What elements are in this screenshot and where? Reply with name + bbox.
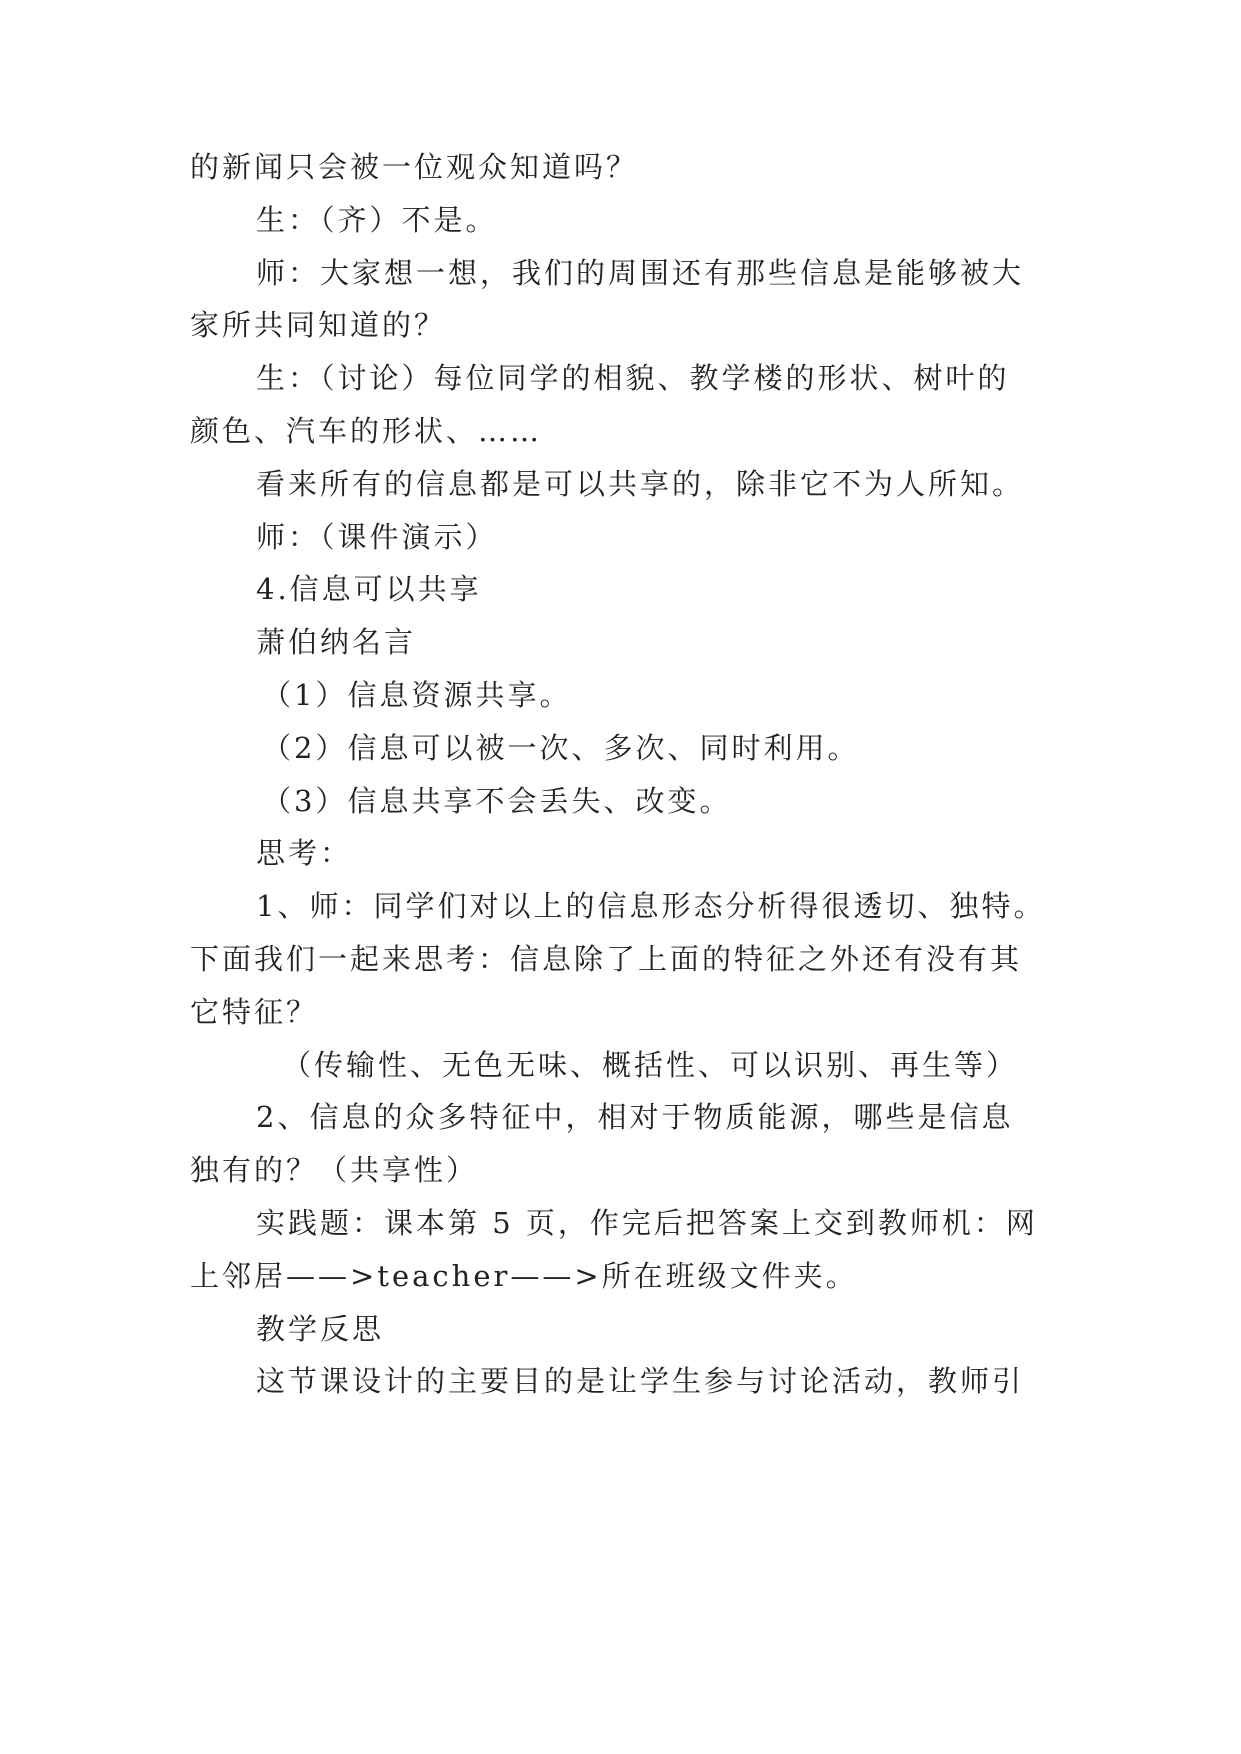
paragraph-line: 2、信息的众多特征中，相对于物质能源，哪些是信息 xyxy=(256,1100,1014,1134)
paragraph-line: 实践题：课本第 5 页，作完后把答案上交到教师机：网 xyxy=(256,1206,1038,1240)
paragraph-line: 师：（课件演示） xyxy=(256,520,498,554)
list-item: （2）信息可以被一次、多次、同时利用。 xyxy=(262,731,860,765)
paragraph-line: 萧伯纳名言 xyxy=(256,625,417,659)
paragraph-line: 思考： xyxy=(256,836,353,870)
paragraph-line: 上邻居——>teacher——>所在班级文件夹。 xyxy=(190,1259,858,1293)
paragraph-line: 家所共同知道的？ xyxy=(190,308,447,342)
paragraph-line: （传输性、无色无味、概括性、可以识别、再生等） xyxy=(282,1048,1019,1082)
paragraph-line: 师：大家想一想，我们的周围还有那些信息是能够被大 xyxy=(256,256,1025,290)
list-item: （3）信息共享不会丢失、改变。 xyxy=(262,784,732,818)
paragraph-line: 生：（讨论）每位同学的相貌、教学楼的形状、树叶的 xyxy=(256,361,1010,395)
section-heading: 4.信息可以共享 xyxy=(256,572,482,606)
paragraph-line: 生：（齐）不是。 xyxy=(256,203,498,237)
paragraph-line: 这节课设计的主要目的是让学生参与讨论活动，教师引 xyxy=(256,1364,1025,1398)
paragraph-line: 它特征？ xyxy=(190,995,319,1029)
section-heading: 教学反思 xyxy=(256,1312,385,1346)
paragraph-line: 1、师：同学们对以上的信息形态分析得很透切、独特。 xyxy=(256,889,1046,923)
paragraph-line: 独有的？（共享性） xyxy=(190,1153,479,1187)
paragraph-line: 的新闻只会被一位观众知道吗？ xyxy=(190,150,639,184)
paragraph-line: 看来所有的信息都是可以共享的，除非它不为人所知。 xyxy=(256,467,1025,501)
list-item: （1）信息资源共享。 xyxy=(262,678,572,712)
paragraph-line: 颜色、汽车的形状、…… xyxy=(190,414,543,448)
paragraph-line: 下面我们一起来思考：信息除了上面的特征之外还有没有其 xyxy=(190,942,1023,976)
